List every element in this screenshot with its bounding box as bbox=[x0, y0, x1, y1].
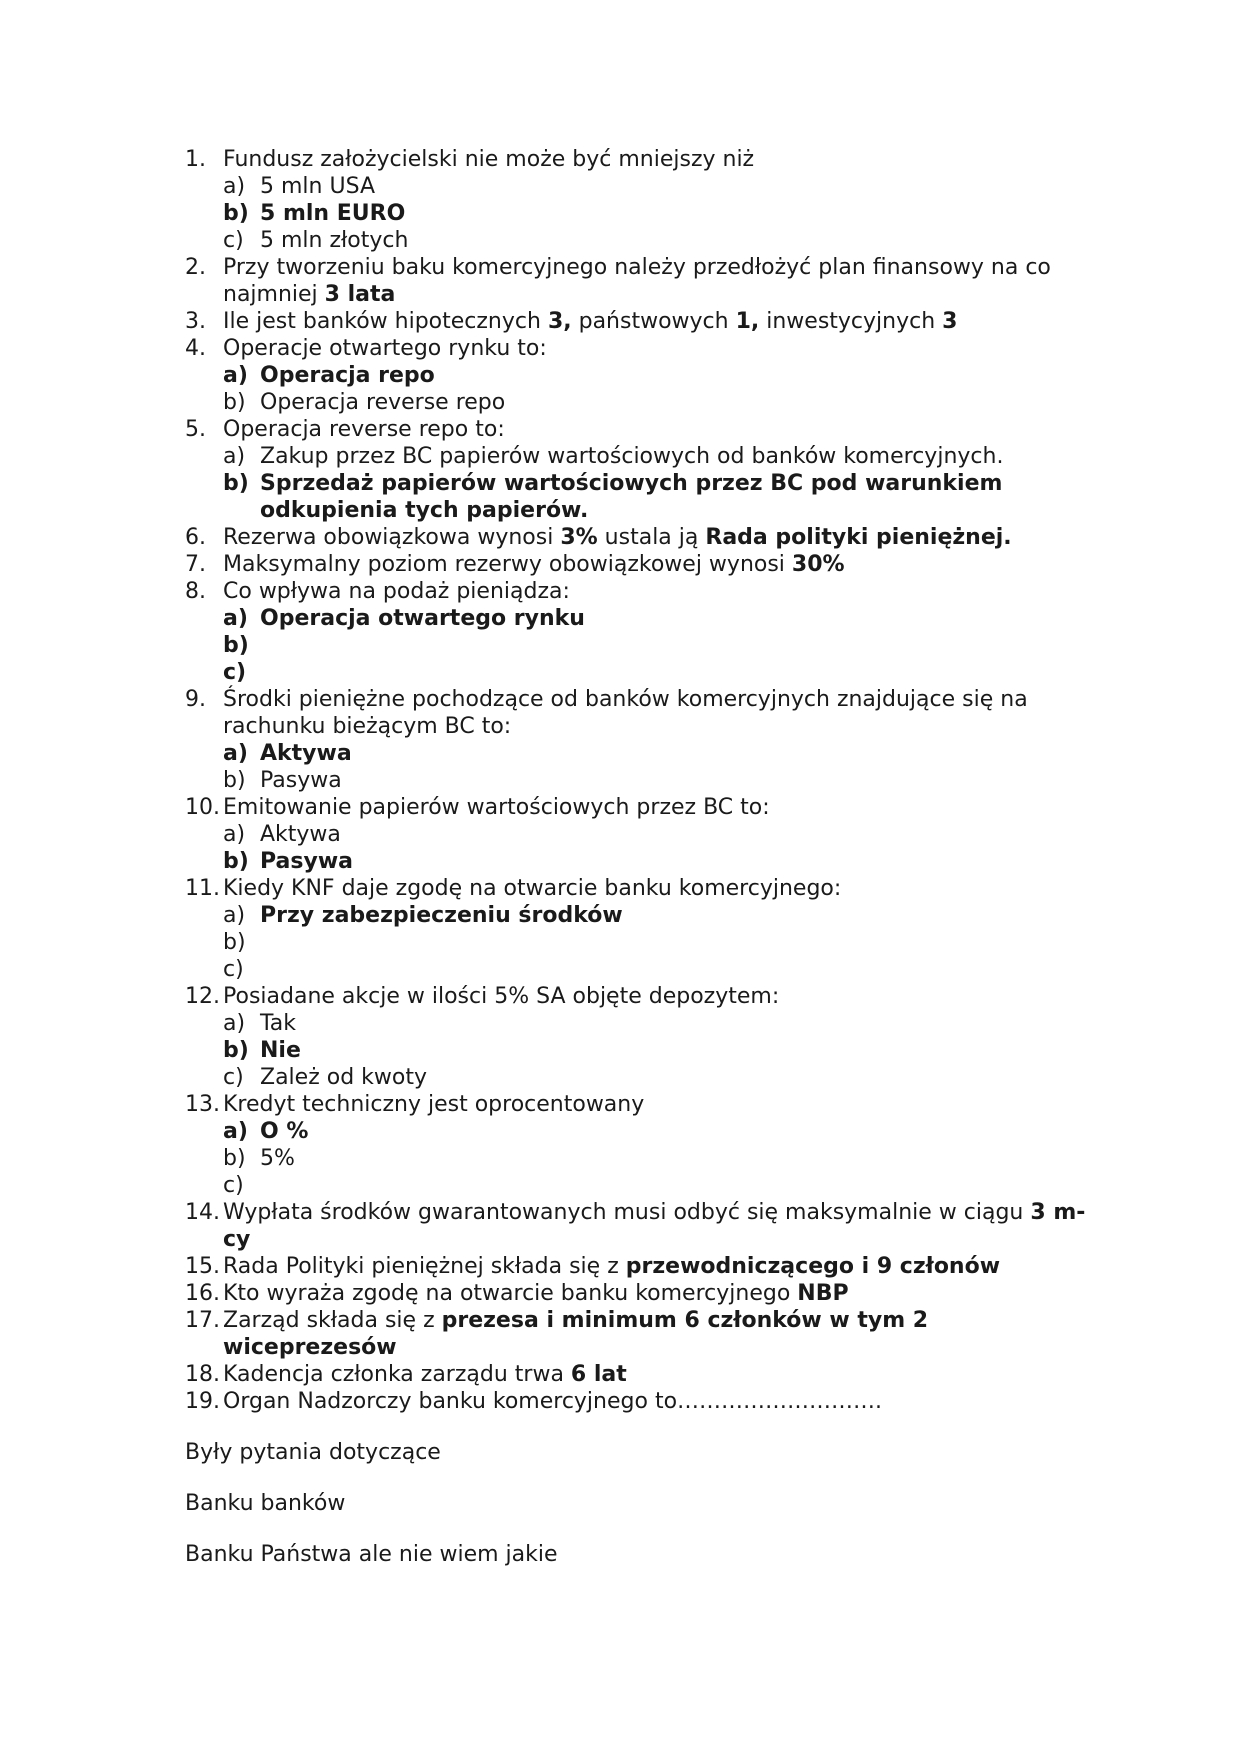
option-letter: b) bbox=[223, 849, 249, 874]
option-b-empty bbox=[223, 632, 1105, 659]
option-text: Sprzedaż papierów wartościowych przez BC pod warunkiem odkupienia tych papierów. bbox=[260, 471, 1003, 523]
option-a-correct bbox=[223, 605, 1105, 632]
question-number: 4. bbox=[185, 336, 206, 361]
question-9 bbox=[185, 686, 1105, 740]
option-b bbox=[223, 389, 1105, 416]
question-number: 15. bbox=[185, 1254, 220, 1279]
answer-text: 6 lat bbox=[570, 1362, 627, 1387]
question-number: 12. bbox=[185, 984, 220, 1009]
option-letter: b) bbox=[223, 1038, 249, 1063]
option-letter: a) bbox=[223, 1011, 246, 1036]
option-b-correct bbox=[223, 848, 1105, 875]
option-c-empty bbox=[223, 956, 1105, 983]
question-text: Operacja reverse repo to: bbox=[223, 417, 505, 442]
option-letter: c) bbox=[223, 660, 247, 685]
question-text: Rezerwa obowiązkowa wynosi bbox=[223, 525, 561, 550]
answer-text: prezesa i minimum 6 członków w tym 2 wiceprezesów bbox=[223, 1308, 929, 1360]
answer-text: przewodniczącego i 9 członów bbox=[625, 1254, 1001, 1279]
question-text: państwowych bbox=[571, 309, 736, 334]
answer-text: 3% bbox=[560, 525, 598, 550]
option-c bbox=[223, 1064, 1105, 1091]
question-number: 9. bbox=[185, 687, 206, 712]
option-letter: c) bbox=[223, 1065, 244, 1090]
question-19 bbox=[185, 1388, 1105, 1415]
answer-text: 3 bbox=[942, 309, 958, 334]
answer-text: 30% bbox=[791, 552, 845, 577]
option-letter: b) bbox=[223, 390, 246, 415]
footer-paragraph-1: Były pytania dotyczące bbox=[185, 1440, 441, 1465]
question-16 bbox=[185, 1280, 1105, 1307]
question-text: Emitowanie papierów wartościowych przez BC to: bbox=[223, 795, 770, 820]
question-number: 14. bbox=[185, 1200, 220, 1225]
option-b-correct bbox=[223, 200, 1105, 227]
option-letter: b) bbox=[223, 1146, 246, 1171]
footer-paragraph-3: Banku Państwa ale nie wiem jakie bbox=[185, 1542, 558, 1567]
option-text: Aktywa bbox=[260, 741, 352, 766]
option-text: Operacja otwartego rynku bbox=[260, 606, 585, 631]
question-text: Co wpływa na podaż pieniądza: bbox=[223, 579, 570, 604]
option-text: Zakup przez BC papierów wartościowych od banków komercyjnych. bbox=[260, 444, 1004, 469]
question-number: 2. bbox=[185, 255, 206, 280]
question-5 bbox=[185, 416, 1105, 443]
question-number: 17. bbox=[185, 1308, 220, 1333]
answer-text: 1, bbox=[735, 309, 760, 334]
option-text: Przy zabezpieczeniu środków bbox=[260, 903, 623, 928]
question-number: 13. bbox=[185, 1092, 220, 1117]
option-b bbox=[223, 1145, 1105, 1172]
question-text: Maksymalny poziom rezerwy obowiązkowej wynosi bbox=[223, 552, 792, 577]
option-a bbox=[223, 1010, 1105, 1037]
answer-text: NBP bbox=[797, 1281, 849, 1306]
question-text: Organ Nadzorczy banku komercyjnego to………………………. bbox=[223, 1389, 883, 1414]
question-list bbox=[185, 146, 1105, 1568]
option-c-empty bbox=[223, 1172, 1105, 1199]
question-text: Fundusz założycielski nie może być mniejszy niż bbox=[223, 147, 755, 172]
option-text: O % bbox=[260, 1119, 309, 1144]
question-text: Kadencja członka zarządu trwa bbox=[223, 1362, 571, 1387]
question-number: 3. bbox=[185, 309, 206, 334]
option-c bbox=[223, 227, 1105, 254]
question-number: 1. bbox=[185, 147, 206, 172]
option-b bbox=[223, 767, 1105, 794]
question-14 bbox=[185, 1199, 1105, 1253]
question-number: 11. bbox=[185, 876, 220, 901]
option-b-correct bbox=[223, 1037, 1105, 1064]
question-number: 8. bbox=[185, 579, 206, 604]
question-1 bbox=[185, 146, 1105, 173]
option-text: 5 mln złotych bbox=[260, 228, 409, 253]
option-a-correct bbox=[223, 1118, 1105, 1145]
option-text: Nie bbox=[260, 1038, 301, 1063]
question-8 bbox=[185, 578, 1105, 605]
question-text: ustala ją bbox=[597, 525, 706, 550]
question-number: 16. bbox=[185, 1281, 220, 1306]
question-4 bbox=[185, 335, 1105, 362]
question-3 bbox=[185, 308, 1105, 335]
question-11 bbox=[185, 875, 1105, 902]
option-letter: c) bbox=[223, 1173, 244, 1198]
option-b-correct bbox=[223, 470, 1105, 524]
option-a-correct bbox=[223, 362, 1105, 389]
option-text: Zależ od kwoty bbox=[260, 1065, 427, 1090]
question-number: 6. bbox=[185, 525, 206, 550]
question-18 bbox=[185, 1361, 1105, 1388]
option-letter: c) bbox=[223, 228, 244, 253]
question-text: Kredyt techniczny jest oprocentowany bbox=[223, 1092, 645, 1117]
question-6 bbox=[185, 524, 1105, 551]
question-text: Posiadane akcje w ilości 5% SA objęte depozytem: bbox=[223, 984, 780, 1009]
option-letter: a) bbox=[223, 741, 248, 766]
question-number: 5. bbox=[185, 417, 206, 442]
option-letter: a) bbox=[223, 444, 246, 469]
option-c-empty bbox=[223, 659, 1105, 686]
question-15 bbox=[185, 1253, 1105, 1280]
option-letter: b) bbox=[223, 471, 249, 496]
option-a bbox=[223, 821, 1105, 848]
option-a bbox=[223, 443, 1105, 470]
option-a-correct bbox=[223, 740, 1105, 767]
option-text: Pasywa bbox=[260, 849, 353, 874]
question-number: 18. bbox=[185, 1362, 220, 1387]
question-text: Środki pieniężne pochodzące od banków komercyjnych znajdujące się na rachunku bieżącym BC to: bbox=[223, 687, 1028, 739]
answer-text: 3 m-cy bbox=[223, 1200, 1086, 1252]
question-number: 7. bbox=[185, 552, 206, 577]
answer-text: 3, bbox=[547, 309, 572, 334]
question-text: Zarząd składa się z bbox=[223, 1308, 442, 1333]
question-text: Kiedy KNF daje zgodę na otwarcie banku komercyjnego: bbox=[223, 876, 842, 901]
question-text: Rada Polityki pieniężnej składa się z bbox=[223, 1254, 626, 1279]
option-text: Operacja reverse repo bbox=[260, 390, 506, 415]
option-text: 5 mln USA bbox=[260, 174, 375, 199]
option-text: Aktywa bbox=[260, 822, 341, 847]
option-letter: a) bbox=[223, 822, 246, 847]
question-text: inwestycyjnych bbox=[759, 309, 943, 334]
option-a bbox=[223, 902, 1105, 929]
option-text: 5 mln EURO bbox=[260, 201, 406, 226]
option-text: Pasywa bbox=[260, 768, 342, 793]
option-letter: c) bbox=[223, 957, 244, 982]
option-a bbox=[223, 173, 1105, 200]
option-letter: a) bbox=[223, 1119, 248, 1144]
option-text: Tak bbox=[260, 1011, 297, 1036]
question-number: 19. bbox=[185, 1389, 220, 1414]
option-letter: a) bbox=[223, 363, 248, 388]
option-text: 5% bbox=[260, 1146, 295, 1171]
question-7 bbox=[185, 551, 1105, 578]
option-text: Operacja repo bbox=[260, 363, 435, 388]
option-letter: b) bbox=[223, 930, 246, 955]
question-12 bbox=[185, 983, 1105, 1010]
answer-text: 3 lata bbox=[324, 282, 396, 307]
question-text: Wypłata środków gwarantowanych musi odbyć się maksymalnie w ciągu bbox=[223, 1200, 1031, 1225]
question-text: Kto wyraża zgodę na otwarcie banku komercyjnego bbox=[223, 1281, 798, 1306]
option-letter: a) bbox=[223, 903, 246, 928]
option-letter: b) bbox=[223, 768, 246, 793]
question-2 bbox=[185, 254, 1105, 308]
option-b-empty bbox=[223, 929, 1105, 956]
footer-paragraph-2: Banku banków bbox=[185, 1491, 346, 1516]
question-10 bbox=[185, 794, 1105, 821]
question-text: Operacje otwartego rynku to: bbox=[223, 336, 547, 361]
question-number: 10. bbox=[185, 795, 220, 820]
option-letter: b) bbox=[223, 201, 249, 226]
question-text: Ile jest banków hipotecznych bbox=[223, 309, 548, 334]
answer-text: Rada polityki pieniężnej. bbox=[705, 525, 1012, 550]
option-letter: a) bbox=[223, 606, 248, 631]
question-17 bbox=[185, 1307, 1105, 1361]
question-13 bbox=[185, 1091, 1105, 1118]
question-text: Przy tworzeniu baku komercyjnego należy przedłożyć plan finansowy na co najmniej bbox=[223, 255, 1051, 307]
option-letter: b) bbox=[223, 633, 249, 658]
option-letter: a) bbox=[223, 174, 246, 199]
